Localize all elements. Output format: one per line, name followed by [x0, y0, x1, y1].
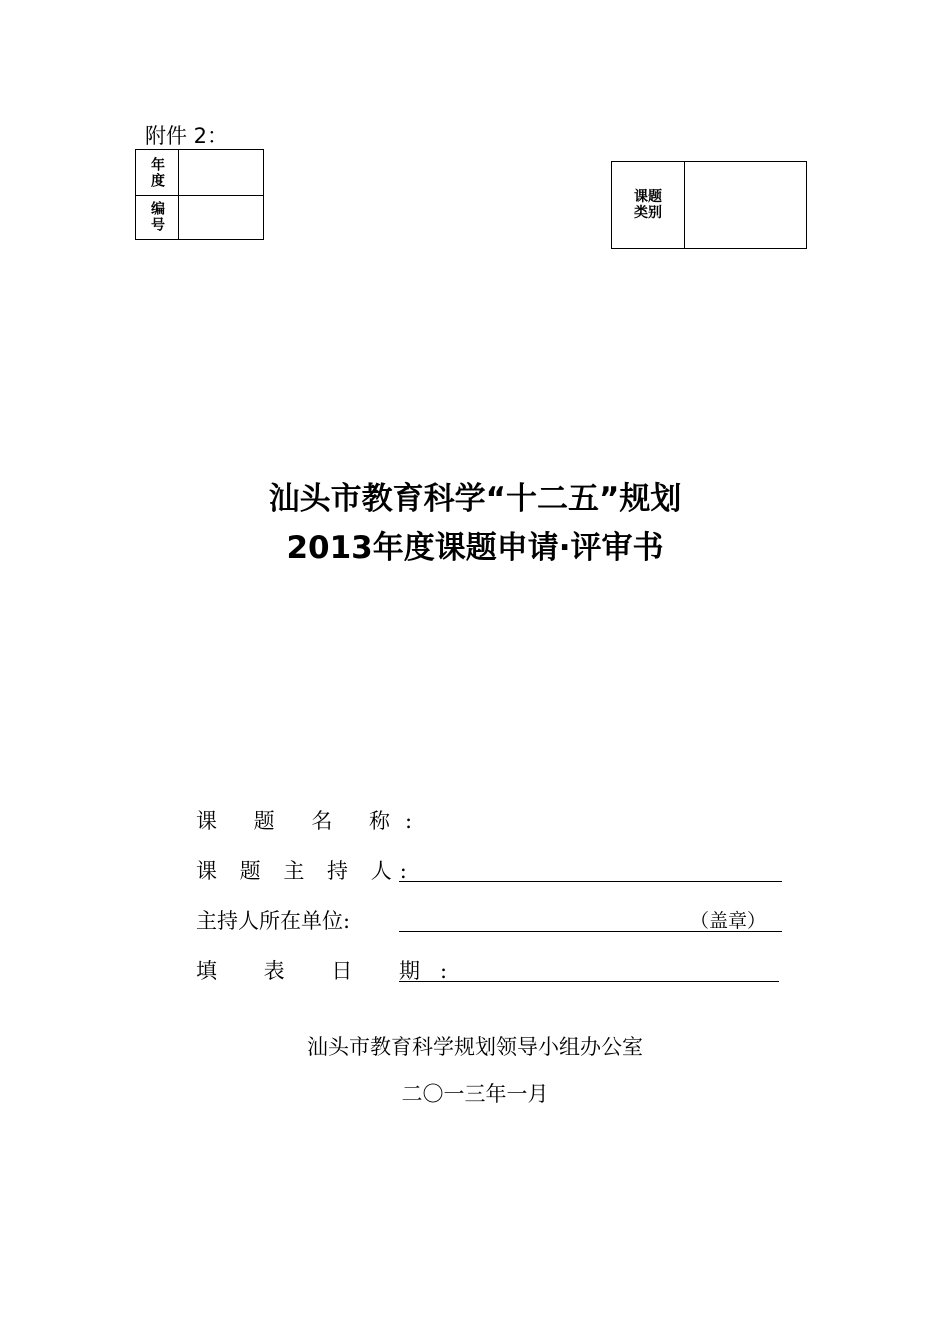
document-title-line1: 汕头市教育科学“十二五”规划 [268, 481, 682, 517]
category-label-cell [612, 162, 685, 248]
issuing-office: 汕头市教育科学规划领导小组办公室 [307, 1035, 643, 1059]
host-line [399, 881, 782, 882]
year-number-box [135, 149, 264, 240]
topic-name-label: 课 题 名 称: [196, 809, 428, 833]
year-label: 年度 [136, 150, 179, 195]
number-row [136, 195, 263, 239]
fill-date-label: 填 表 日 期: [196, 959, 468, 983]
category-box [611, 161, 807, 249]
issue-date: 二〇一三年一月 [401, 1082, 549, 1106]
host-label: 课 题 主 持 人: [196, 859, 415, 883]
host-unit-label: 主持人所在单位: [196, 909, 351, 933]
document-title-line2: 2013年度课题申请·评审书 [286, 530, 664, 566]
year-row [136, 150, 263, 196]
fill-date-line [399, 981, 779, 982]
seal-note: （盖章） [690, 910, 767, 932]
attachment-label: 附件 2： [145, 124, 229, 148]
number-label: 编号 [136, 195, 179, 239]
category-label: 课题类别 [634, 189, 662, 221]
